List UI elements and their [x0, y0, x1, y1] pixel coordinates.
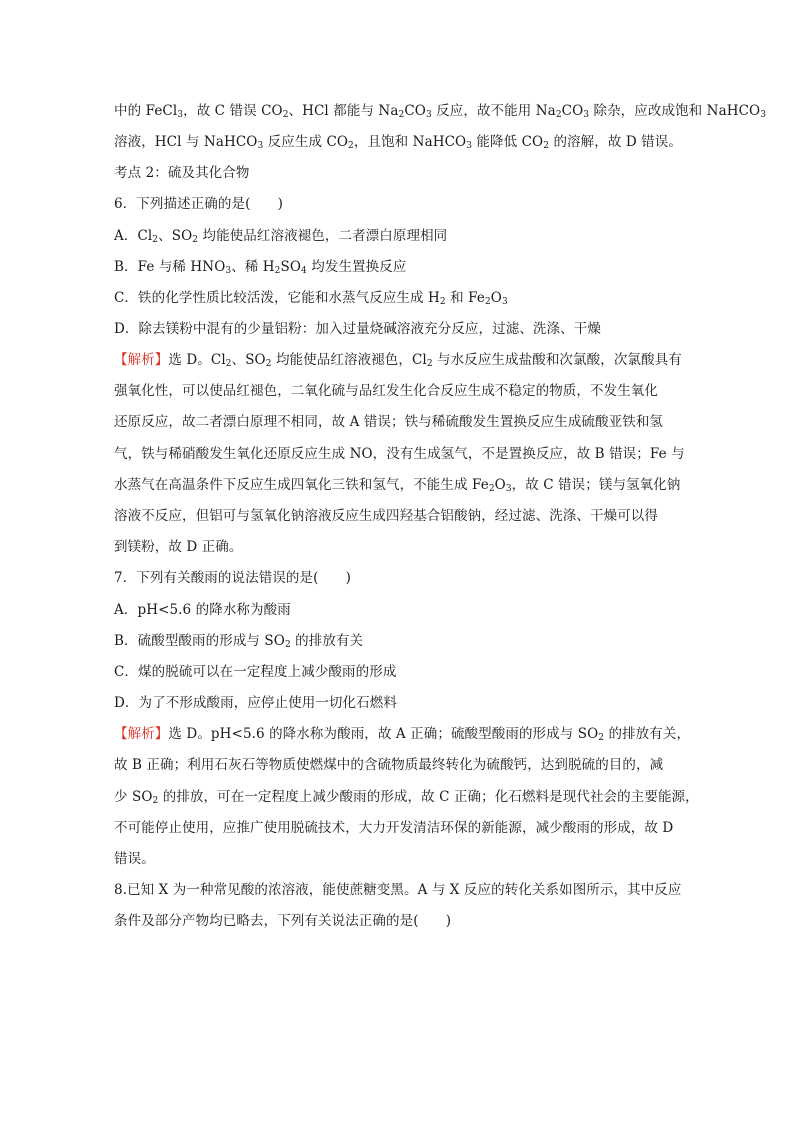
text-run: 的排放有关 [290, 633, 364, 649]
subscript: 2 [426, 359, 433, 369]
text-run: ，故 C 错误 CO [183, 103, 283, 119]
question-6-analysis-line [114, 537, 684, 557]
question-6-analysis-line [114, 444, 684, 464]
text-run: A．Cl [114, 228, 153, 244]
question-7-option-d: D．为了不形成酸雨，应停止使用一切化石燃料 [114, 695, 397, 711]
text-run: O [494, 477, 506, 493]
subscript: 3 [501, 297, 508, 307]
text-run: 选 D。Cl [168, 352, 226, 368]
subscript: 2 [274, 266, 281, 276]
text-run: 均能使品红溶液褪色，二者漂白原理相同 [198, 228, 448, 244]
text-run: 、SO [158, 228, 193, 244]
subscript: 3 [177, 110, 184, 120]
text-run: 的排放，可在一定程度上减少酸雨的形成，故 C 正确；化石燃料是现代社会的主要能源， [158, 789, 699, 805]
text-run: 、SO [231, 352, 266, 368]
text-run: 与水反应生成盐酸和次氯酸，次氯酸具有 [432, 352, 682, 368]
text-run: 、HCl 都能与 Na [288, 103, 399, 119]
text-run: B．硫酸型酸雨的形成与 SO [114, 633, 285, 649]
text-run: 能降低 CO [472, 134, 544, 150]
text-run: 均能使品红溶液褪色，Cl [271, 352, 427, 368]
subscript: 2 [225, 359, 232, 369]
text-run: 反应，故不能用 Na [431, 103, 556, 119]
section-heading: 考点 2：硫及其化合物 [114, 165, 250, 181]
text-run: 少 SO [114, 789, 153, 805]
subscript: 2 [152, 796, 159, 806]
text-run: 到镁粉，故 D 正确。 [114, 539, 243, 555]
question-7-analysis-line [114, 724, 691, 744]
question-7-analysis-line [114, 849, 684, 869]
paragraph-line [114, 132, 684, 152]
question-6-analysis-line [114, 350, 684, 370]
subscript: 2 [488, 484, 495, 494]
question-8-stem: 条件及部分产物均已略去，下列有关说法正确的是( ) [114, 913, 452, 929]
text-run: 错误。 [114, 851, 155, 867]
text-run: ，且饱和 NaHCO [353, 134, 467, 150]
subscript: 3 [257, 141, 264, 151]
text-run: 的溶解，故 D 错误。 [549, 134, 682, 150]
question-6-option-c [114, 288, 684, 308]
text-run: C．铁的化学性质比较活泼，它能和水蒸气反应生成 H [114, 290, 440, 306]
text-run: 反应生成 CO [263, 134, 349, 150]
subscript: 2 [284, 640, 291, 650]
subscript: 2 [282, 110, 289, 120]
text-run: 除杂，应改成饱和 NaHCO [589, 103, 761, 119]
question-6-analysis-line [114, 381, 684, 401]
text-run: CO [404, 103, 426, 119]
text-run: CO [561, 103, 584, 119]
text-run: 和 Fe [445, 290, 485, 306]
text-run: 的排放有关， [604, 726, 691, 742]
subscript: 2 [348, 141, 354, 151]
question-6-option-a [114, 226, 684, 246]
subscript: 3 [583, 110, 590, 120]
question-6-analysis-line [114, 506, 684, 526]
text-run: 、稀 H [231, 259, 275, 275]
question-6-analysis-line [114, 475, 684, 495]
text-run: B．Fe 与稀 HNO [114, 259, 226, 275]
question-7-stem: 7．下列有关酸雨的说法错误的是( ) [114, 570, 352, 586]
question-7-analysis-line [114, 818, 684, 838]
text-run: SO [280, 259, 302, 275]
question-6-option-b [114, 257, 684, 277]
subscript: 4 [301, 266, 307, 276]
subscript: 2 [484, 297, 491, 307]
subscript: 2 [152, 235, 159, 245]
analysis-text [168, 352, 681, 368]
analysis-tag: 【解析】 [114, 352, 169, 368]
subscript: 3 [466, 141, 473, 151]
text-run: 选 D。pH<5.6 的降水称为酸雨，故 A 正确；硫酸型酸雨的形成与 SO [168, 726, 599, 742]
subscript: 3 [225, 266, 232, 276]
text-run: ，故 C 错误；镁与氢氧化钠 [511, 477, 681, 493]
text-run: 溶液不反应，但铝可与氢氧化钠溶液反应生成四羟基合铝酸钠，经过滤、洗涤、干燥可以得 [114, 508, 658, 524]
subscript: 2 [192, 235, 199, 245]
subscript: 2 [398, 110, 405, 120]
question-8-stem: 8.已知 X 为一种常见酸的浓溶液，能使蔗糖变黑。A 与 X 反应的转化关系如图所示，其中反应 [114, 882, 682, 898]
subscript: 3 [760, 110, 767, 120]
text-run: 不可能停止使用，应推广使用脱硫技术，大力开发清洁环保的新能源，减少酸雨的形成，故 D [114, 820, 674, 836]
question-7-option-a: A．pH<5.6 的降水称为酸雨 [114, 602, 291, 618]
subscript: 2 [555, 110, 562, 120]
text-run: 均发生置换反应 [306, 259, 407, 275]
question-6-stem: 6．下列描述正确的是( ) [114, 196, 284, 212]
question-6-option-d: D．除去镁粉中混有的少量铝粉：加入过量烧碱溶液充分反应，过滤、洗涤、干燥 [114, 321, 601, 337]
subscript: 2 [543, 141, 550, 151]
question-7-option-c: C．煤的脱硫可以在一定程度上减少酸雨的形成 [114, 664, 397, 680]
subscript: 2 [598, 733, 605, 743]
analysis-tag: 【解析】 [114, 726, 169, 742]
text-run: 水蒸气在高温条件下反应生成四氧化三铁和氢气，不能生成 Fe [114, 477, 489, 493]
subscript: 2 [439, 297, 446, 307]
question-7-option-b [114, 631, 684, 651]
text-run: O [490, 290, 502, 306]
question-7-analysis-line [114, 755, 684, 775]
subscript: 3 [425, 110, 432, 120]
question-6-analysis-line [114, 412, 684, 432]
text-run: 溶液，HCl 与 NaHCO [114, 134, 258, 150]
text-run: 中的 FeCl [114, 103, 178, 119]
text-run: 故 B 正确；利用石灰石等物质使燃煤中的含硫物质最终转化为硫酸钙，达到脱硫的目的，减 [114, 757, 664, 773]
paragraph-line [114, 101, 767, 121]
subscript: 3 [505, 484, 512, 494]
text-run: 气，铁与稀硝酸发生氧化还原反应生成 NO，没有生成氢气，不是置换反应，故 B 错误；Fe 与 [114, 446, 685, 462]
text-run: 还原反应，故二者漂白原理不相同，故 A 错误；铁与稀硫酸发生置换反应生成硫酸亚铁和氢 [114, 414, 664, 430]
text-run: 强氧化性，可以使品红褪色，二氧化硫与品红发生化合反应生成不稳定的物质，不发生氧化 [114, 383, 658, 399]
analysis-text [168, 726, 690, 742]
subscript: 2 [265, 359, 272, 369]
question-7-analysis-line [114, 787, 699, 807]
